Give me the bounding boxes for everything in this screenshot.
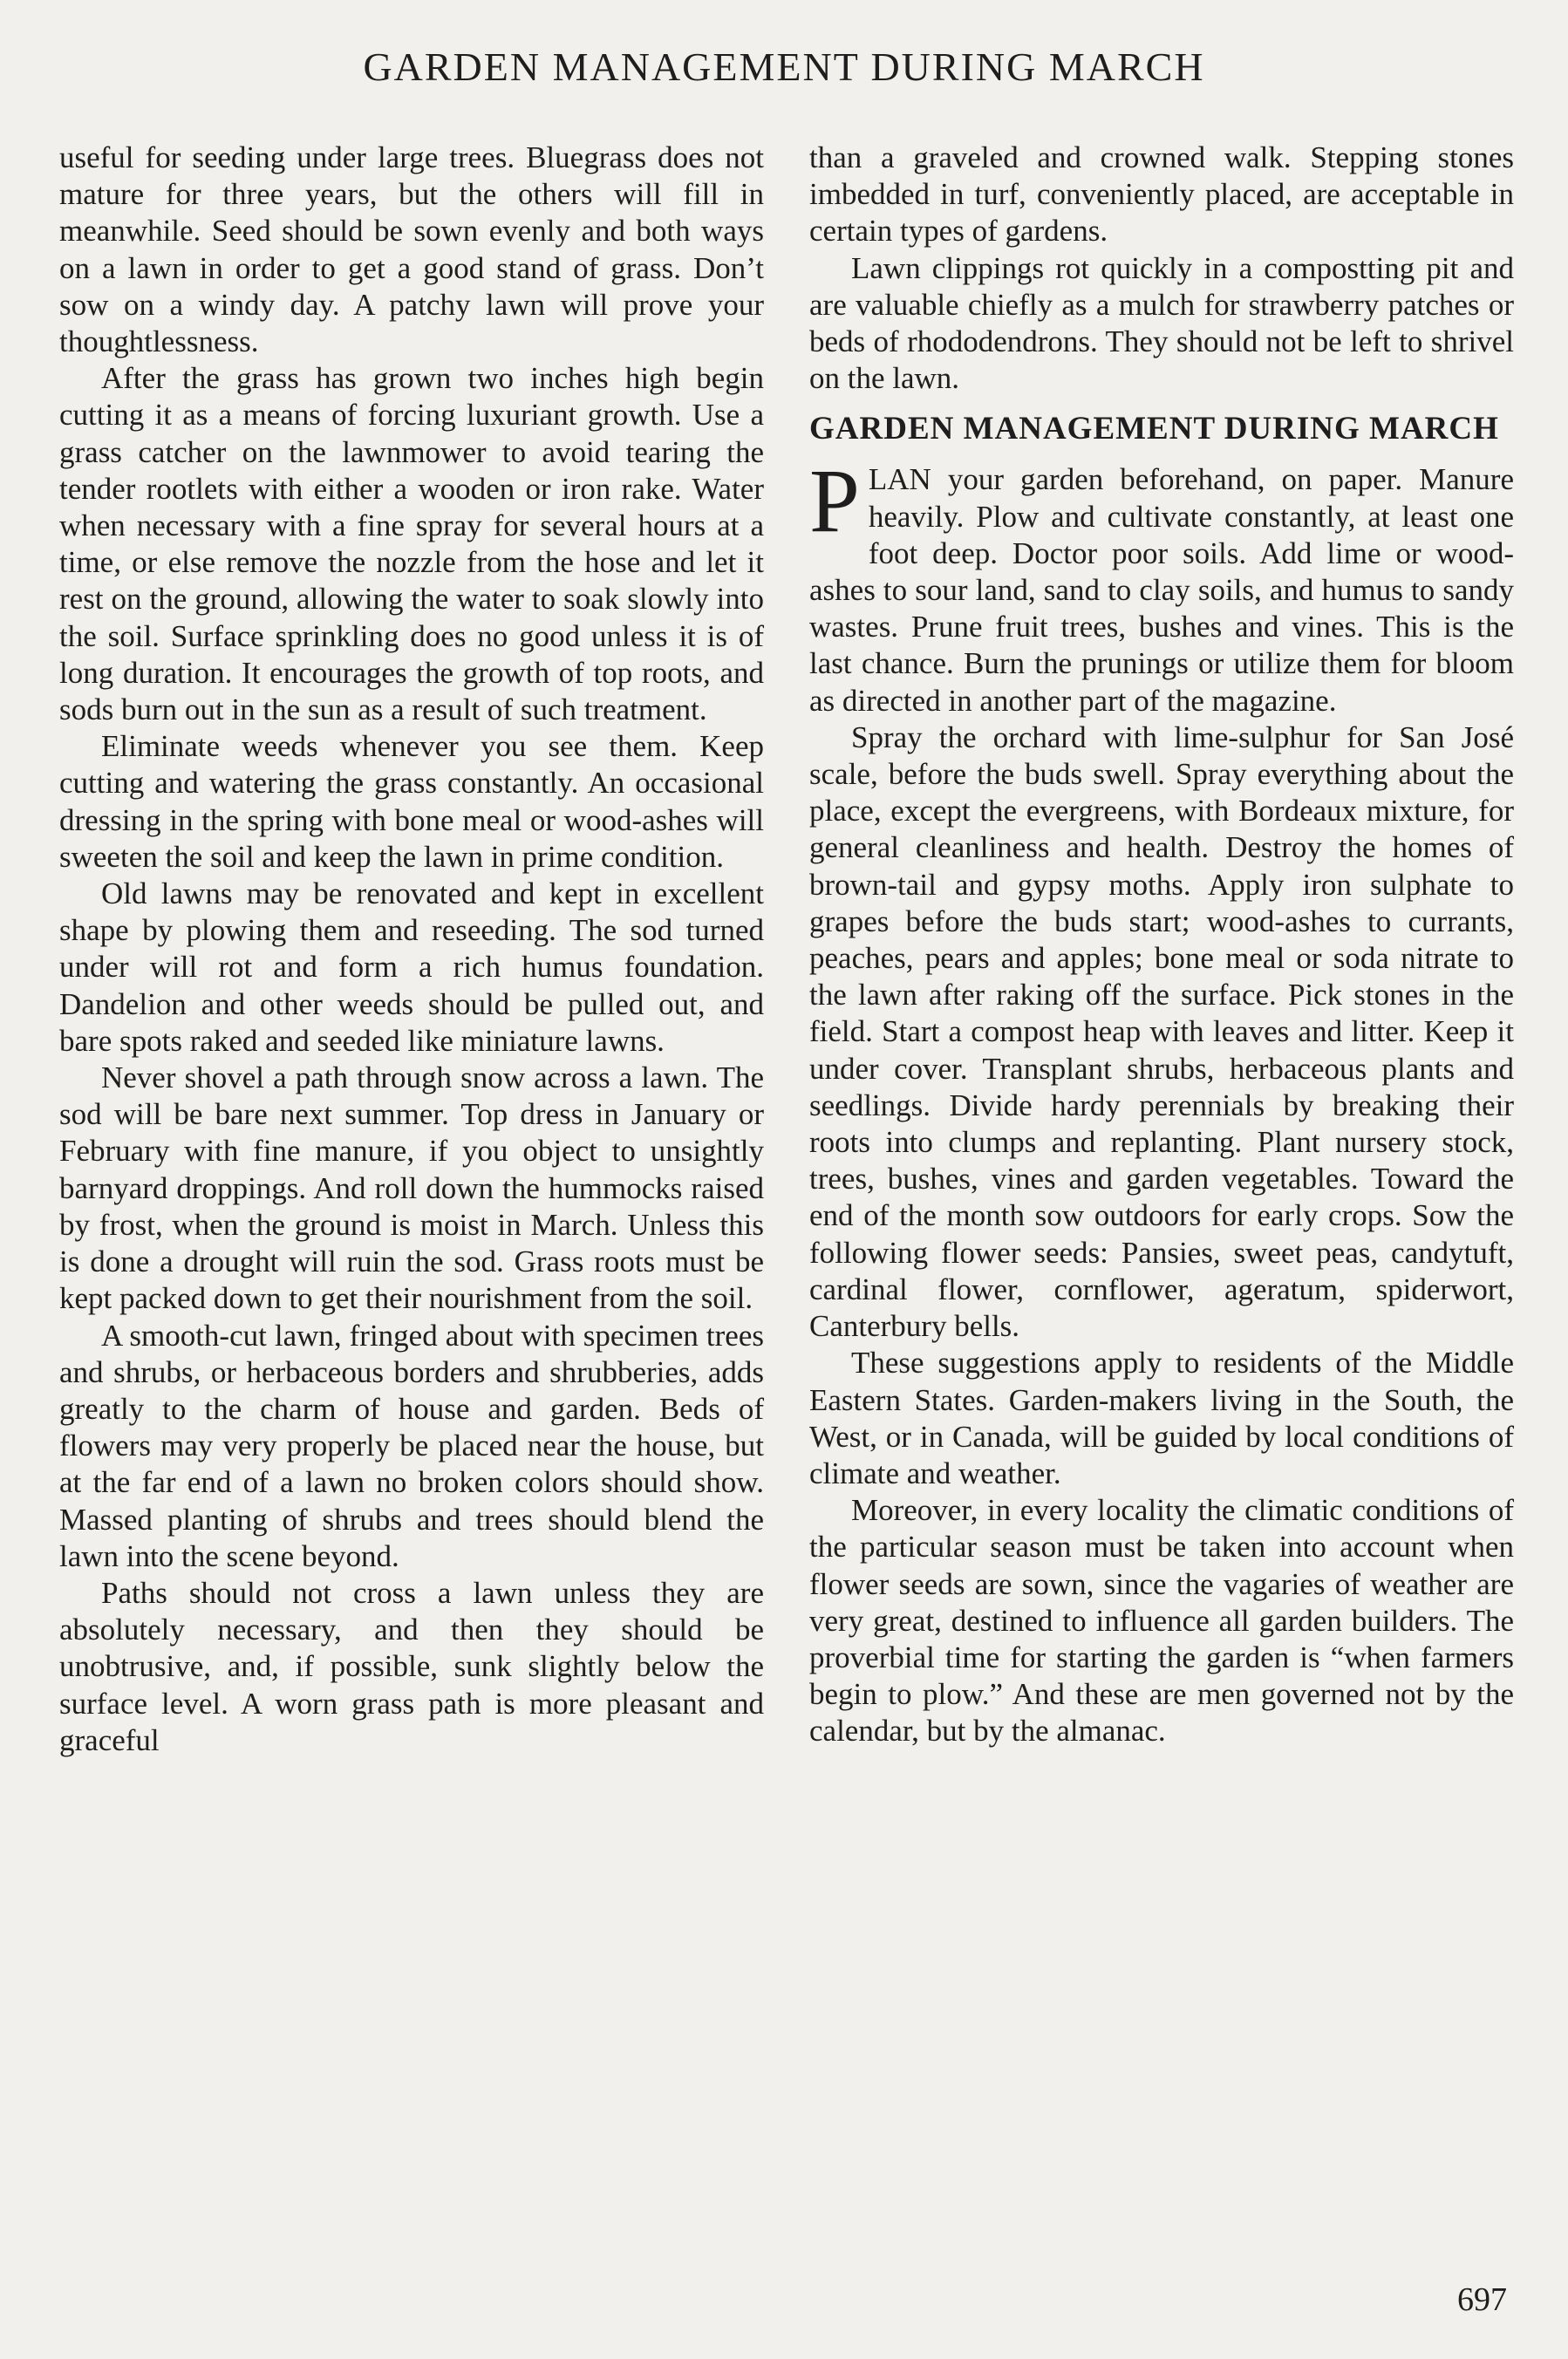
right-column [809,140,1514,1750]
page-number: 697 [1457,2281,1507,2318]
drop-cap: P [809,451,860,552]
body-paragraph: Moreover, in every locality the climatic conditions of the particular season must be taken into account when flower seeds are sown, since the vagaries of weather are very great, destined to influence all garden builders. The proverbial time for starting the garden is “when farmers begin to plow.” And these are men governed not by the calendar, but by the almanac. [809,1493,1514,1749]
body-paragraph: Lawn clippings rot quickly in a compostting pit and are valuable chiefly as a mulch for strawberry patches or beds of rhododendrons. They should not be left to shrivel on the lawn. [809,250,1514,396]
left-column [59,140,764,1759]
body-paragraph: useful for seeding under large trees. Bluegrass does not mature for three years, but the others will fill in meanwhile. Seed should be sown evenly and both ways on a lawn in order to get a good stand of grass. Don’t sow on a windy day. A patchy lawn will prove your thoughtlessness. [59,140,764,359]
body-paragraph: Paths should not cross a lawn unless they are absolutely necessary, and then they should be unobtrusive, and, if possible, sunk slightly below the surface level. A worn grass path is more pleasant and graceful [59,1575,764,1757]
body-paragraph: Old lawns may be renovated and kept in excellent shape by plowing them and reseeding. The sod turned under will rot and form a rich humus foundation. Dandelion and other weeds should be pulled out, and bare spots raked and seeded like miniature lawns. [59,876,764,1058]
body-paragraph: After the grass has grown two inches high begin cutting it as a means of forcing luxuriant growth. Use a grass catcher on the lawnmower to avoid tearing the tender rootlets with either a wooden or iron rake. Water when necessary with a fine spray for several hours at a time, or else remove the nozzle from the hose and let it rest on the ground, allowing the water to soak slowly into the soil. Surface sprinkling does no good unless it is of long duration. It encourages the growth of top roots, and sods burn out in the sun as a result of such treatment. [59,361,764,727]
dropcap-paragraph [809,451,1514,719]
running-head: GARDEN MANAGEMENT DURING MARCH [363,44,1205,89]
body-paragraph: Eliminate weeds whenever you see them. Keep cutting and watering the grass constantly. An occasional dressing in the spring with bone meal or wood-ashes will sweeten the soil and keep the lawn in prime condition. [59,729,764,874]
body-paragraph: Never shovel a path through snow across a lawn. The sod will be bare next summer. Top dress in January or February with fine manure, if you object to unsightly barnyard droppings. And roll down the hummocks raised by frost, when the ground is moist in March. Unless this is done a drought will ruin the sod. Grass roots must be kept packed down to get their nourishment from the soil. [59,1060,764,1316]
section-heading: GARDEN MANAGEMENT DURING MARCH [809,411,1499,447]
body-paragraph: A smooth-cut lawn, fringed about with specimen trees and shrubs, or herbaceous borders and shrubberies, adds greatly to the charm of house and garden. Beds of flowers may very properly be placed near the house, but at the far end of a lawn no broken colors should show. Massed planting of shrubs and trees should blend the lawn into the scene beyond. [59,1318,764,1573]
body-paragraph: Spray the orchard with lime-sulphur for San José scale, before the buds swell. Spray everything about the place, except the evergreens, with Bordeaux mixture, for general cleanliness and health. Destroy the homes of brown-tail and gypsy moths. Apply iron sulphate to grapes before the buds start; wood-ashes to currants, peaches, pears and apples; bone meal or soda nitrate to the lawn after raking off the surface. Pick stones in the field. Start a compost heap with leaves and litter. Keep it under cover. Transplant shrubs, herbaceous plants and seedlings. Divide hardy perennials by breaking their roots into clumps and replanting. Plant nursery stock, trees, bushes, vines and garden vegetables. Toward the end of the month sow outdoors for early crops. Sow the following flower seeds: Pansies, sweet peas, candytuft, cardinal flower, cornflower, ageratum, spiderwort, Canterbury bells. [809,719,1514,1344]
dropcap-paragraph-text: LAN your garden beforehand, on paper. Manure heavily. Plow and cultivate constantly, at least one foot deep. Doctor poor soils. Add lime or wood-ashes to sour land, sand to clay soils, and humus to sandy wastes. Prune fruit trees, bushes and vines. This is the last chance. Burn the prunings or utilize them for bloom as directed in another part of the magazine. [809,462,1514,718]
body-paragraph: than a graveled and crowned walk. Stepping stones imbedded in turf, conveniently placed, are acceptable in certain types of gardens. [809,140,1514,249]
body-paragraph: These suggestions apply to residents of the Middle Eastern States. Garden-makers living in the South, the West, or in Canada, will be guided by local conditions of climate and weather. [809,1346,1514,1490]
